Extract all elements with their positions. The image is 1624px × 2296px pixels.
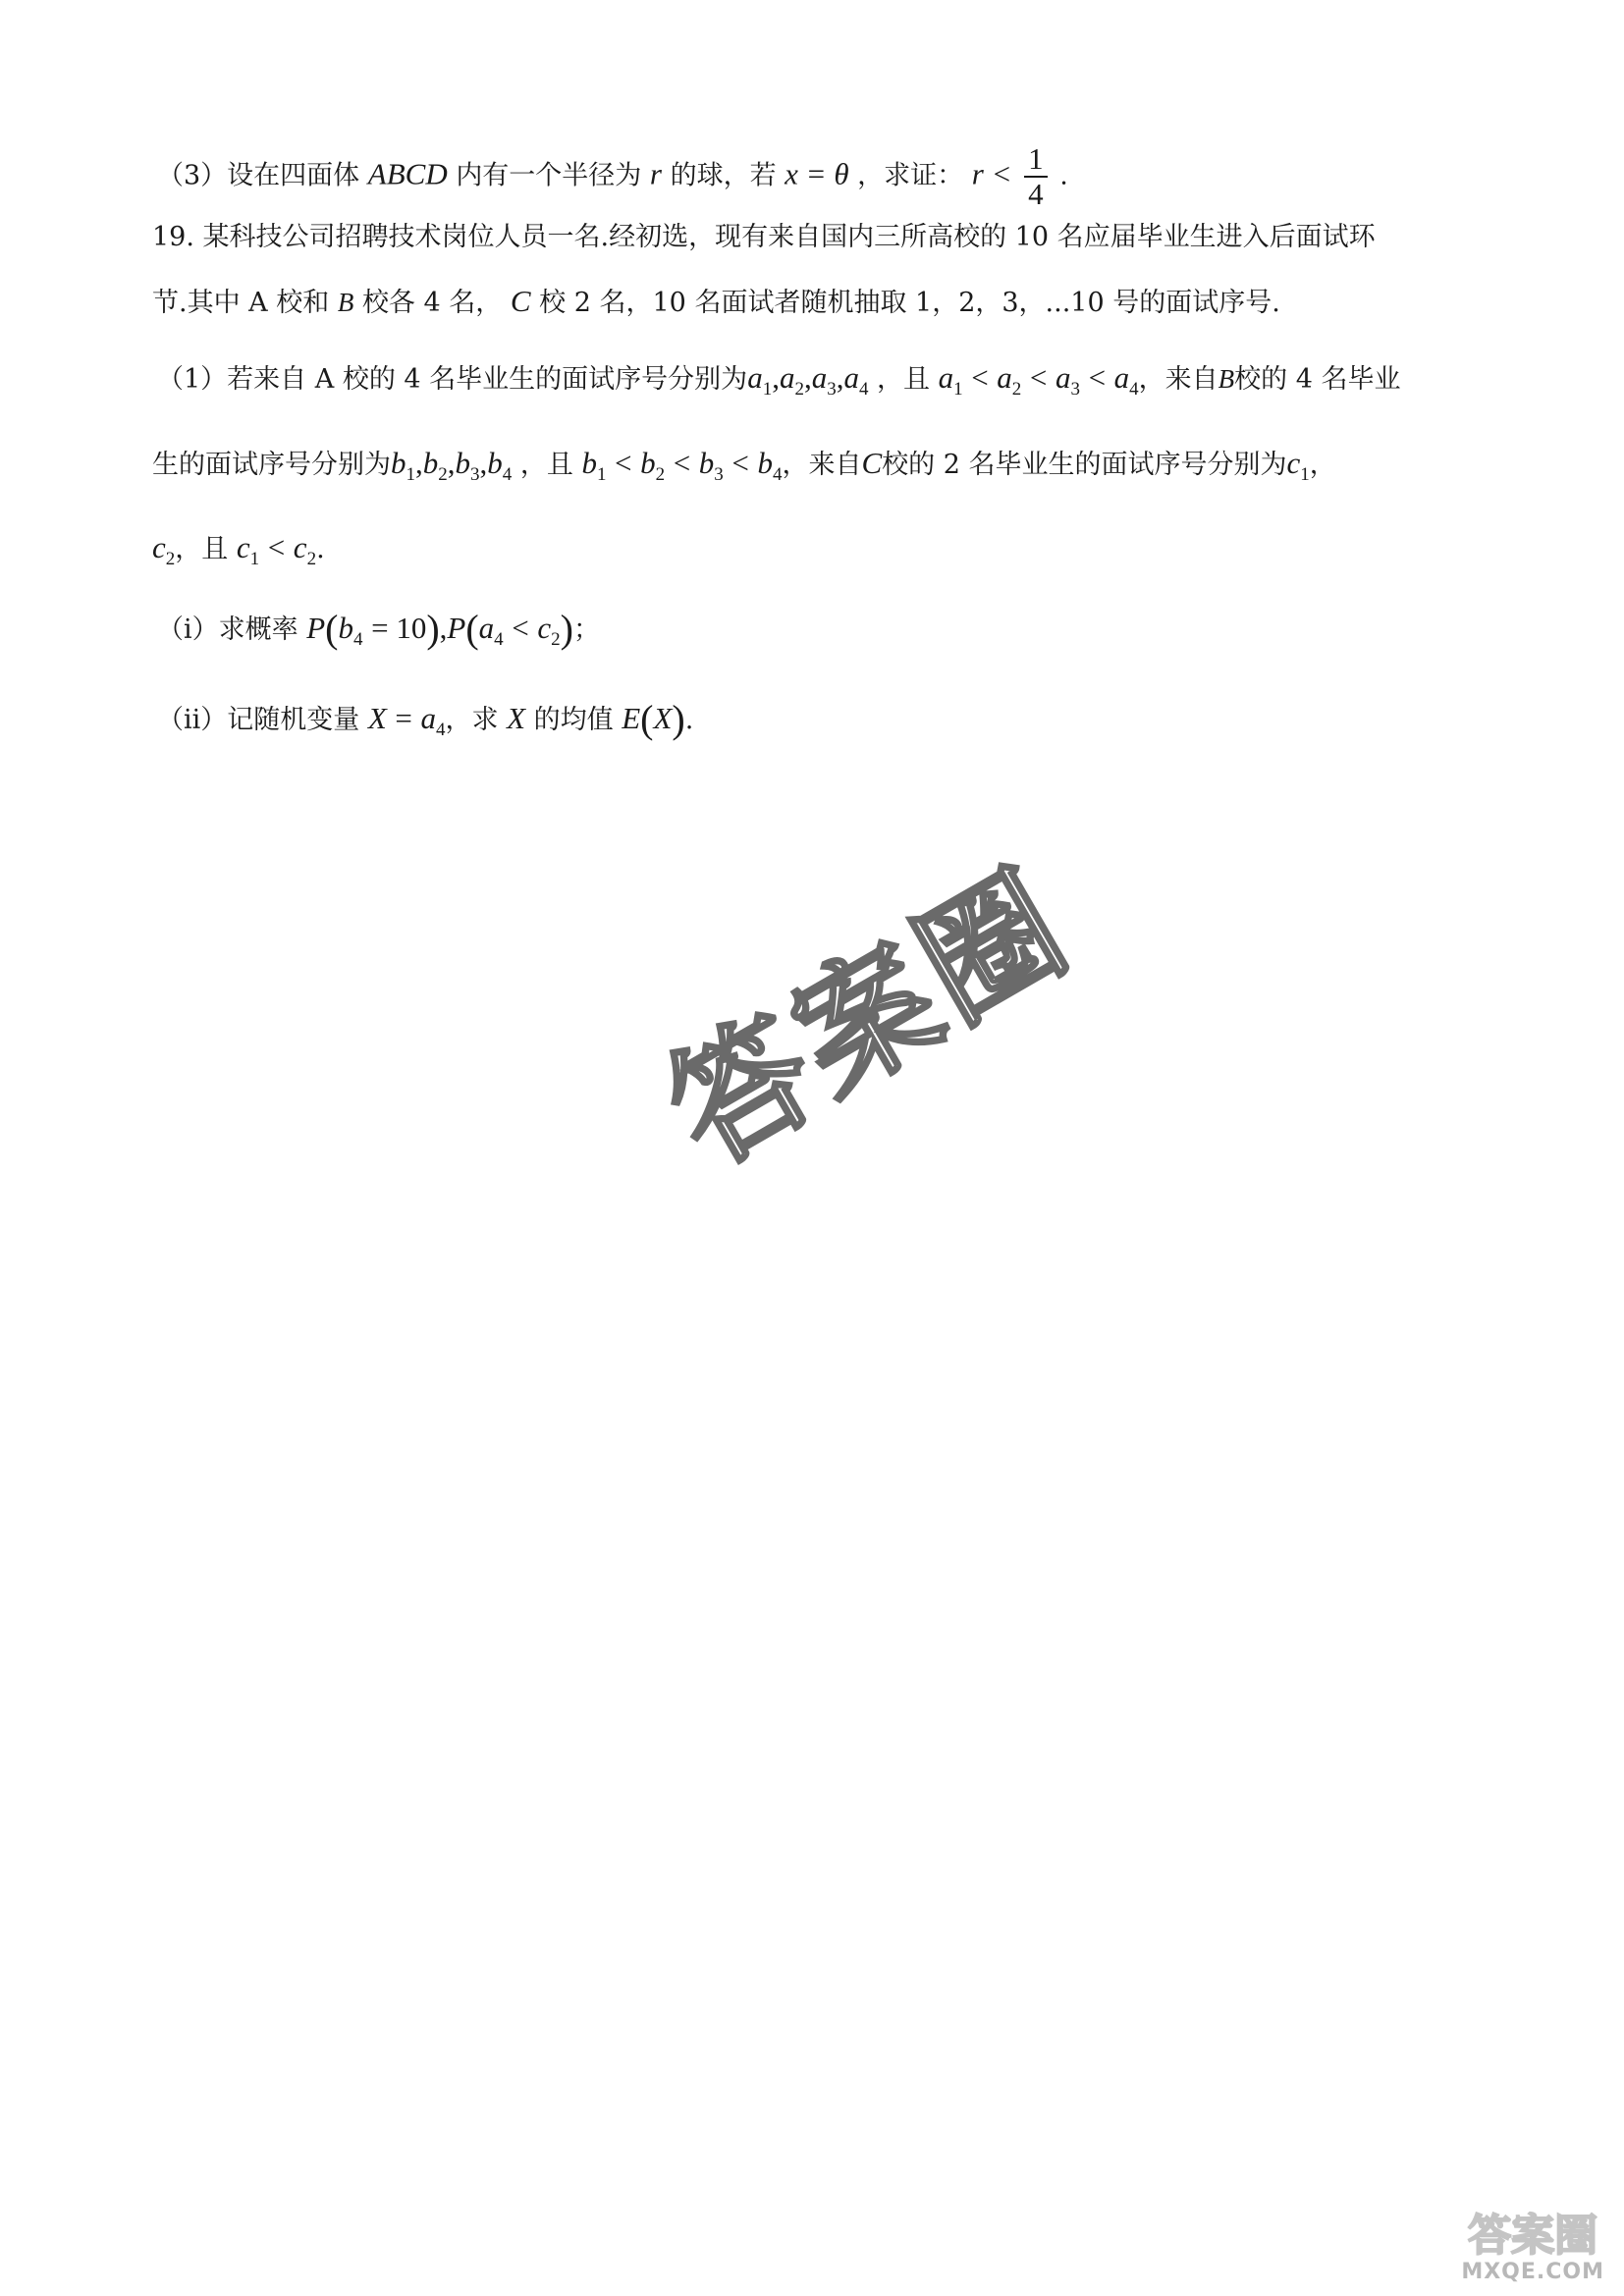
ineq-a3: a [1055, 360, 1071, 395]
sub-ii-X3: X [653, 701, 673, 735]
ineq-c1: c [236, 530, 250, 564]
part1-line3-and: ，且 [175, 534, 229, 564]
sub-i-a4: a [478, 611, 495, 645]
var-b4: b [487, 446, 503, 480]
q18-part3-label: （3）设在四面体 [157, 160, 360, 191]
q18-inequality: r < [971, 156, 1012, 191]
var-b1: b [391, 446, 406, 480]
sub-ii-E: E [622, 701, 641, 735]
q18-frac-denominator: 4 [1028, 177, 1044, 211]
q19-school-b: B [337, 288, 354, 317]
q19-line1 [152, 218, 1376, 257]
sub-ii-period: . [684, 705, 694, 735]
part1-b-tail: 校的 4 名毕业 [1234, 364, 1401, 395]
part1-and-2: ，且 [519, 450, 573, 480]
part1-from-c: ，来自 [782, 450, 862, 480]
sub-i-c2: c [537, 611, 552, 645]
ineq-b4: b [757, 446, 773, 480]
q19-line2-e: 校 2 名，10 名面试者随机抽取 1，2，3，...10 号的面试序号. [539, 288, 1280, 318]
ineq-a2: a [997, 360, 1012, 395]
sub-i-label: （i）求概率 [157, 614, 298, 645]
sub-i-P1: P [306, 611, 326, 645]
ineq-b1: b [581, 446, 597, 480]
part1-c-mid: 校的 2 名毕业生的面试序号分别为 [882, 450, 1287, 480]
sub-ii-qiu: ，求 [445, 705, 499, 735]
q18-fraction [1024, 142, 1048, 211]
ineq-b2: b [640, 446, 656, 480]
part1-school-b: B [1218, 364, 1235, 394]
q18-mid-text: 内有一个半径为 [456, 160, 642, 191]
q18-after-r: 的球，若 [670, 160, 777, 191]
sub-ii-X2: X [507, 701, 526, 735]
sub-i-b4: b [338, 611, 353, 645]
var-b3: b [455, 446, 470, 480]
var-c1: c [1286, 446, 1301, 480]
q19-line2 [152, 282, 1280, 323]
part1-school-c: C [861, 446, 883, 480]
sub-i-P2: P [447, 611, 466, 645]
sub-ii-mean: 的均值 [533, 705, 614, 735]
sub-ii-eq: = [395, 701, 412, 735]
part1-line2-start: 生的面试序号分别为 [152, 450, 391, 480]
sub-i-line: （i）求概率 $P(b_4 = 10),P(a_4 < c_2)$； [157, 607, 600, 651]
var-b2: b [422, 446, 439, 480]
part1-period: . [316, 534, 325, 564]
var-a1: a [747, 360, 763, 395]
q19-line1-text: 19. 某科技公司招聘技术岗位人员一名.经初选，现有来自国内三所高校的 10 名应届毕业生进入后面试环 [152, 222, 1376, 252]
q18-part3-line [157, 142, 1068, 211]
sub-i-semi: ； [572, 614, 600, 645]
part1-line1: （1）若来自 A 校的 4 名毕业生的面试序号分别为$a_1,a_2,a_3,a_4$ ，且 $a_1 < a_2 < a_3 < a_4$，来自B校的 4 名毕业 [157, 360, 1401, 400]
ineq-a1: a [938, 360, 954, 395]
q18-abcd: ABCD [367, 156, 448, 191]
q18-end: . [1059, 160, 1068, 191]
sub-ii-line: （ii）记随机变量 $X = a_4$，求 X 的均值 E(X). [157, 697, 694, 741]
sub-ii-a4: a [420, 701, 436, 735]
var-a2: a [779, 360, 795, 395]
q18-prove-text: ，求证： [857, 160, 964, 191]
var-a3: a [811, 360, 828, 395]
part1-line2: 生的面试序号分别为$b_1,b_2,b_3,b_4$ ，且 $b_1 < b_2 < b_3 < b_4$，来自C校的 2 名毕业生的面试序号分别为$c_1$， [152, 446, 1336, 485]
ineq-a4: a [1113, 360, 1130, 395]
ineq-b3: b [698, 446, 715, 480]
part1-comma: ， [1309, 450, 1336, 480]
var-c2: c [152, 530, 166, 564]
part1-from-b: ，来自 [1138, 364, 1218, 395]
footer-logo [1461, 2213, 1604, 2284]
footer-url: MXQE.COM [1461, 2260, 1604, 2284]
footer-logo-text: 答案圈 [1468, 2211, 1598, 2261]
q18-frac-numerator: 1 [1024, 142, 1048, 178]
ineq-c2: c [293, 530, 307, 564]
part1-intro: （1）若来自 A 校的 4 名毕业生的面试序号分别为 [157, 364, 748, 395]
part1-and: ，且 [877, 364, 931, 395]
q19-school-c: C [510, 284, 531, 318]
part1-line3: $c_2$，且 $c_1 < c_2$. [152, 530, 325, 569]
q19-line2-c: 校各 4 名， [361, 288, 503, 318]
watermark: 答案圈 [643, 841, 1097, 1197]
sub-ii-label: （ii）记随机变量 [157, 705, 360, 735]
q18-r: r [649, 156, 662, 191]
sub-ii-X: X [367, 701, 387, 735]
var-a4: a [843, 360, 859, 395]
q18-condition: x = θ [785, 156, 849, 191]
q19-line2-a: 节.其中 A 校和 [152, 288, 330, 318]
sub-i-eq10: = 10 [371, 611, 427, 645]
